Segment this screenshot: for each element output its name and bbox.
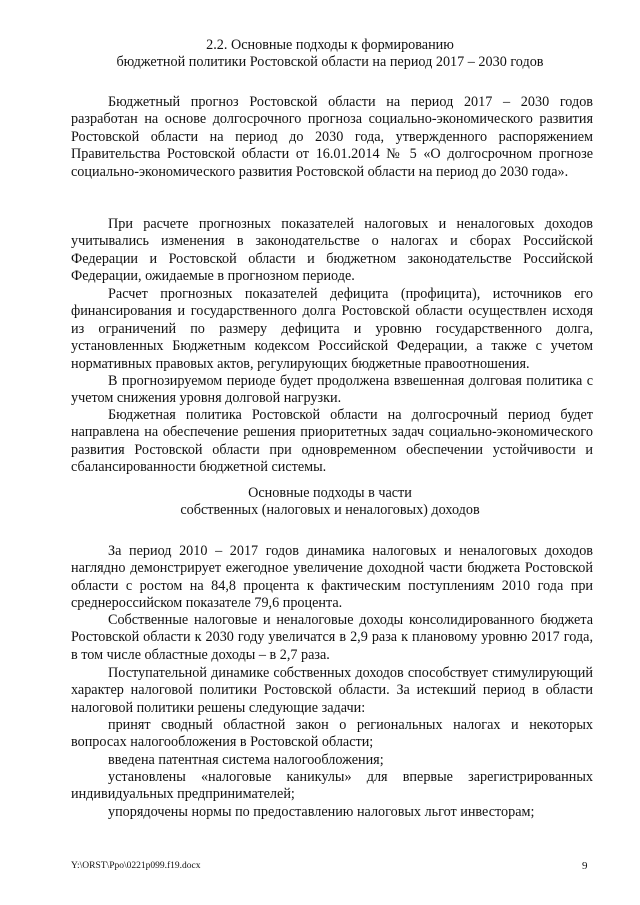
paragraph-revenue-calculation: При расчете прогнозных показателей налоговых и неналоговых доходов учитывались изменения в законодательстве о налогах и сборах Российской Федерации и Ростовской области и бюджетном законодательстве Российской Федерации, ожидаемые в прогнозном периоде. — [71, 216, 593, 285]
paragraph-tax-policy: Поступательной динамике собственных доходов способствует стимулирующий характер налоговой политики Ростовской области. За истекший период в области налоговой политики решены следующие задачи: — [71, 665, 593, 716]
paragraph-debt-policy: В прогнозируемом периоде будет продолжена взвешенная долговая политика с учетом снижения уровня долговой нагрузки. — [71, 373, 593, 407]
paragraph-budget-forecast: Бюджетный прогноз Ростовской области на период 2017 – 2030 годов разработан на основе долгосрочного прогноза социально-экономического развития Ростовской области на период до 2030 года, утвержденного распоряжением Правительства Ростовской области от 16.01.2014 № 5 «О долгосрочном прогнозе социально-экономического развития Ростовской области на период до 2030 года». — [71, 94, 593, 180]
list-item-patent-system: введена патентная система налогообложения; — [108, 752, 384, 768]
paragraph-budget-policy: Бюджетная политика Ростовской области на долгосрочный период будет направлена на обеспечение решения приоритетных задач социально-экономического развития Ростовской области при одновременном обеспечении устойчивости и сбалансированности бюджетной системы. — [71, 407, 593, 476]
list-item-regional-tax-law: принят сводный областной закон о региональных налогах и некоторых вопросах налогообложения в Ростовской области; — [71, 717, 593, 751]
paragraph-revenue-dynamics: За период 2010 – 2017 годов динамика налоговых и неналоговых доходов наглядно демонстрирует ежегодное увеличение доходной части бюджета Ростовской области с ростом на 84,8 процента к фактическим поступлениям 2010 года при среднероссийском показателе 79,6 процента. — [71, 543, 593, 612]
section-heading-line-1: 2.2. Основные подходы к формированию — [206, 37, 454, 53]
list-item-tax-holidays: установлены «налоговые каникулы» для впервые зарегистрированных индивидуальных предпринимателей; — [71, 769, 593, 803]
footer-file-path: Y:\ORST\Ppo\0221p099.f19.docx — [71, 861, 201, 871]
subsection-heading — [70, 485, 590, 520]
section-heading-line-2: бюджетной политики Ростовской области на период 2017 – 2030 годов — [116, 54, 544, 71]
page-number: 9 — [582, 860, 588, 872]
subsection-heading-line-1: Основные подходы в части — [248, 485, 412, 501]
list-item-investor-benefits: упорядочены нормы по предоставлению налоговых льгот инвесторам; — [108, 804, 535, 820]
subsection-heading-line-2: собственных (налоговых и неналоговых) доходов — [180, 502, 480, 519]
paragraph-own-revenues: Собственные налоговые и неналоговые доходы консолидированного бюджета Ростовской области к 2030 году увеличатся в 2,9 раза к плановому уровню 2017 года, в том числе областные доходы – в 2,7 раза. — [71, 612, 593, 663]
section-heading — [70, 37, 590, 72]
paragraph-deficit-calculation: Расчет прогнозных показателей дефицита (профицита), источников его финансирования и государственного долга Ростовской области осуществлен исходя из ограничений по размеру дефицита и уровню государственного долга, установленных Бюджетным кодексом Российской Федерации, а также с учетом нормативных правовых актов, регулирующих бюджетные правоотношения. — [71, 286, 593, 372]
